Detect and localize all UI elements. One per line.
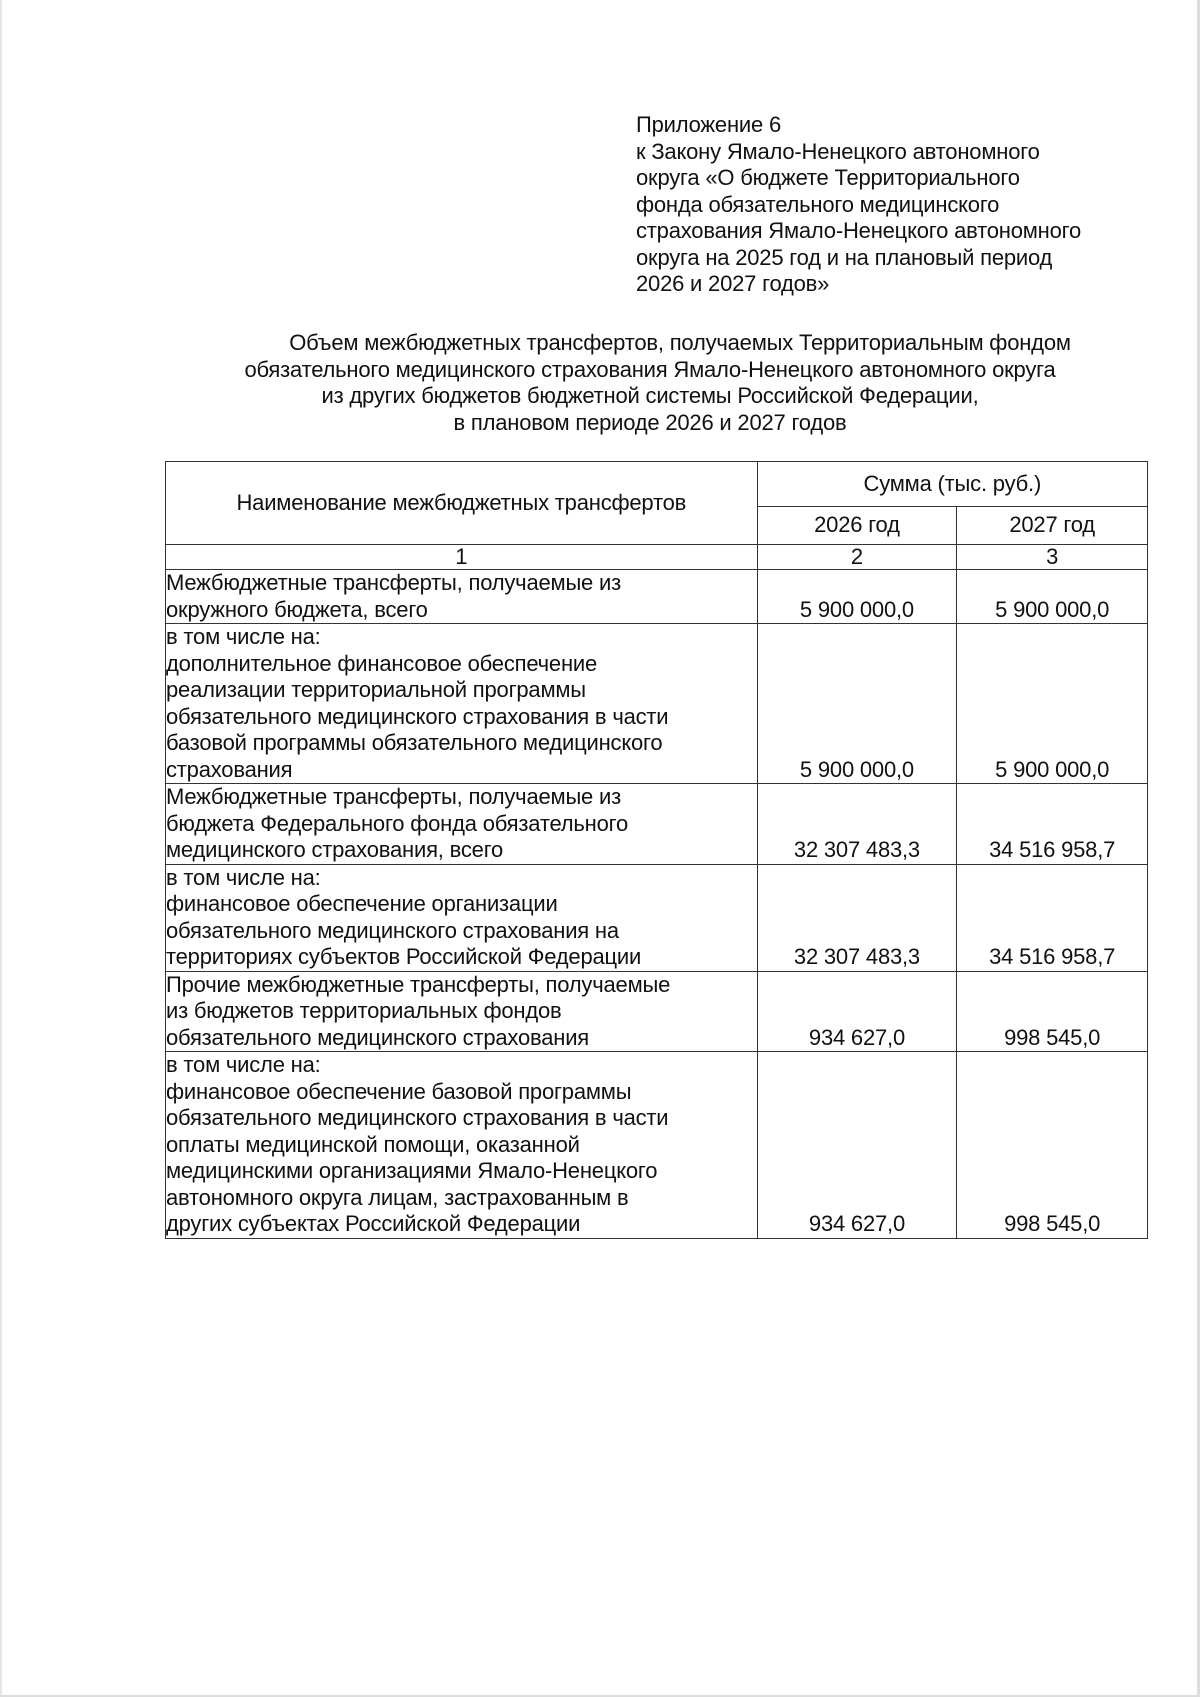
transfer-name-line: других субъектах Российской Федерации xyxy=(166,1211,581,1236)
transfer-name xyxy=(166,570,758,624)
transfer-name-line: обязательного медицинского страхования в части xyxy=(166,703,669,729)
column-number: 2 xyxy=(757,545,957,570)
amount-2027: 998 545,0 xyxy=(957,1052,1148,1239)
appendix-line: округа на 2025 год и на плановый период xyxy=(636,244,1053,270)
transfer-name xyxy=(166,864,758,971)
amount-2026: 934 627,0 xyxy=(757,971,957,1052)
table-row xyxy=(166,971,1148,1052)
transfer-name-line: страхования xyxy=(166,756,293,782)
transfer-name-line: дополнительное финансовое обеспечение xyxy=(166,650,598,676)
transfer-name-line: медицинскими организациями Ямало-Ненецкого xyxy=(166,1158,658,1183)
appendix-line: страхования Ямало-Ненецкого автономного xyxy=(636,218,1082,243)
transfer-name-line: оплаты медицинской помощи, оказанной xyxy=(166,1131,580,1157)
amount-2026: 32 307 483,3 xyxy=(757,864,957,971)
transfer-name xyxy=(166,971,758,1052)
amount-2027: 5 900 000,0 xyxy=(957,570,1148,624)
transfer-name-line: финансовое обеспечение базовой программы xyxy=(166,1078,632,1104)
title-line: в плановом периоде 2026 и 2027 годов xyxy=(453,409,847,435)
appendix-line: 2026 и 2027 годов» xyxy=(636,271,830,296)
title-line: обязательного медицинского страхования Ямало-Ненецкого автономного округа xyxy=(244,356,1056,382)
transfers-table xyxy=(165,461,1148,1239)
table-row xyxy=(166,570,1148,624)
transfer-name-line: из бюджетов территориальных фондов xyxy=(166,998,562,1023)
transfer-name-line: в том числе на: xyxy=(166,864,321,890)
transfer-name-line: бюджета Федерального фонда обязательного xyxy=(166,810,629,836)
transfer-name xyxy=(166,1052,758,1239)
table-row xyxy=(166,624,1148,784)
transfer-name-line: Межбюджетные трансферты, получаемые из xyxy=(166,784,621,809)
header-year-2027: 2027 год xyxy=(957,506,1148,544)
transfer-name-line: медицинского страхования, всего xyxy=(166,837,504,862)
header-name: Наименование межбюджетных трансфертов xyxy=(166,462,758,545)
column-number-row xyxy=(166,545,1148,570)
amount-2026: 934 627,0 xyxy=(757,1052,957,1239)
transfer-name-line: обязательного медицинского страхования в части xyxy=(166,1105,669,1130)
appendix-line: Приложение 6 xyxy=(636,112,781,137)
amount-2026: 5 900 000,0 xyxy=(757,624,957,784)
transfer-name-line: обязательного медицинского страхования xyxy=(166,1024,590,1050)
transfer-name xyxy=(166,784,758,865)
scan-edge-left xyxy=(0,0,2,1697)
transfer-name-line: реализации территориальной программы xyxy=(166,677,586,702)
transfer-name-line: окружного бюджета, всего xyxy=(166,596,428,622)
title-line: из других бюджетов бюджетной системы Российской Федерации, xyxy=(321,383,979,408)
transfer-name-line: территориях субъектов Российской Федерации xyxy=(166,944,642,969)
transfer-name-line: Межбюджетные трансферты, получаемые из xyxy=(166,570,621,595)
transfer-name-line: базовой программы обязательного медицинского xyxy=(166,730,663,755)
title-line: Объем межбюджетных трансфертов, получаемых Территориальным фондом xyxy=(289,330,1071,355)
appendix-line: к Закону Ямало-Ненецкого автономного xyxy=(636,138,1040,164)
table-row xyxy=(166,864,1148,971)
transfer-name-line: финансовое обеспечение организации xyxy=(166,891,558,916)
transfer-name-line: обязательного медицинского страхования на xyxy=(166,917,619,943)
header-sum: Сумма (тыс. руб.) xyxy=(757,462,1147,507)
amount-2027: 5 900 000,0 xyxy=(957,624,1148,784)
transfer-name-line: в том числе на: xyxy=(166,624,321,649)
table-row xyxy=(166,784,1148,865)
transfer-name-line: Прочие межбюджетные трансферты, получаемые xyxy=(166,971,671,997)
appendix-line: фонда обязательного медицинского xyxy=(636,191,1000,217)
header-year-2026: 2026 год xyxy=(757,506,957,544)
appendix-note xyxy=(636,112,1176,298)
document-title xyxy=(150,330,1150,436)
appendix-line: округа «О бюджете Территориального xyxy=(636,165,1020,190)
table-row xyxy=(166,1052,1148,1239)
transfer-name-line: в том числе на: xyxy=(166,1052,321,1077)
column-number: 3 xyxy=(957,545,1148,570)
table-header-row xyxy=(166,462,1148,507)
amount-2027: 34 516 958,7 xyxy=(957,784,1148,865)
amount-2026: 5 900 000,0 xyxy=(757,570,957,624)
amount-2026: 32 307 483,3 xyxy=(757,784,957,865)
column-number: 1 xyxy=(166,545,758,570)
amount-2027: 998 545,0 xyxy=(957,971,1148,1052)
amount-2027: 34 516 958,7 xyxy=(957,864,1148,971)
transfer-name xyxy=(166,624,758,784)
transfer-name-line: автономного округа лицам, застрахованным в xyxy=(166,1184,629,1210)
